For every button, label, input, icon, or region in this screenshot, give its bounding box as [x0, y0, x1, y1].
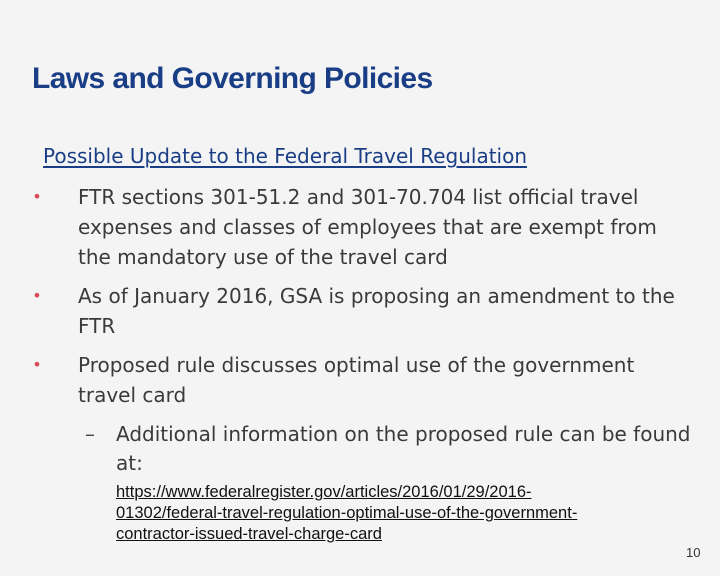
section-subheading: Possible Update to the Federal Travel Regulation [43, 144, 528, 168]
bullet-dot-icon: • [32, 187, 42, 206]
federal-register-link[interactable] [116, 482, 696, 545]
page-number: 10 [686, 545, 701, 560]
bullet-text: FTR sections 301-51.2 and 301-70.704 list official travel expenses and classes of employees that are exempt from the mandatory use of the travel card [78, 185, 657, 269]
slide-title: Laws and Governing Policies [32, 62, 433, 95]
bullet-item [30, 182, 690, 272]
sub-bullet-text: Additional information on the proposed rule can be found at: [116, 422, 691, 475]
dash-icon: – [85, 422, 95, 446]
bullet-item [30, 350, 690, 410]
bullet-text: Proposed rule discusses optimal use of the government travel card [78, 353, 635, 407]
link-line[interactable]: contractor-issued-travel-charge-card [116, 525, 382, 543]
bullet-text: As of January 2016, GSA is proposing an amendment to the FTR [78, 284, 675, 338]
bullet-item [30, 281, 690, 341]
bullet-dot-icon: • [32, 286, 42, 305]
link-line[interactable]: 01302/federal-travel-regulation-optimal-use-of-the-government- [116, 504, 578, 522]
bullet-dot-icon: • [32, 355, 42, 374]
sub-bullet-item [85, 420, 695, 478]
link-line[interactable]: https://www.federalregister.gov/articles/2016/01/29/2016- [116, 483, 532, 501]
